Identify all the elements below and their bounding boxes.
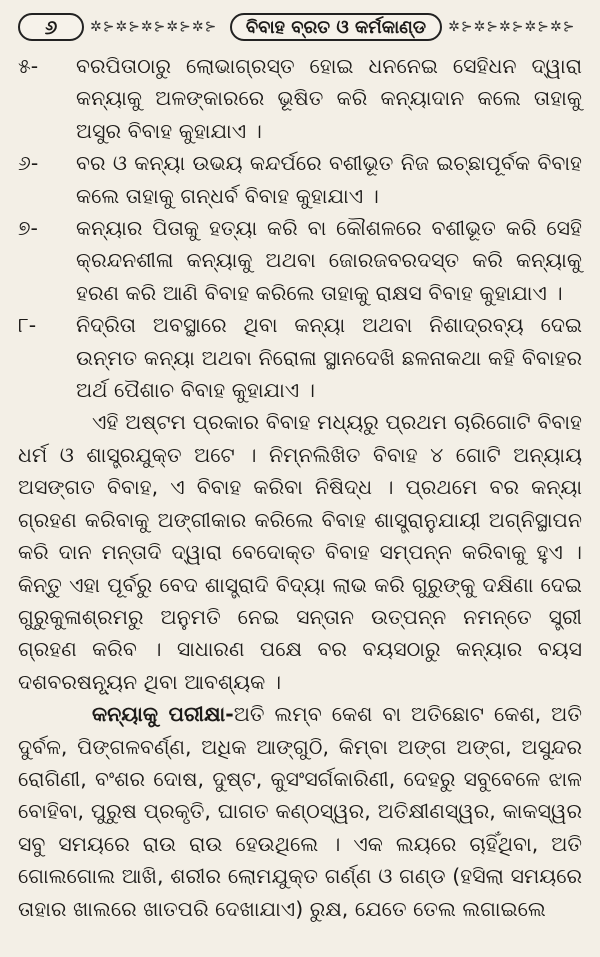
item-number: ୮- (18, 313, 37, 338)
body-paragraph: ଏହି ଅଷ୍ଟମ ପ୍ରକାର ବିବାହ ମଧ୍ୟରୁ ପ୍ରଥମ ଚାରିଗୋଟି ବିବାହ ଧର୍ମ ଓ ଶାସ୍ତ୍ରଯୁକ୍ତ ଅଟେ । ନିମ୍ନଲିଖିତ ବିବାହ ୪ ଗୋଟି ଅନ୍ୟାୟ ଅସଙ୍ଗତ ବିବାହ, ଏ ବିବାହ କରିବା ନିଷିଦ୍ଧ । ପ୍ରଥମେ ବର କନ୍ୟା ଗ୍ରହଣ କରିବାକୁ ଅଙ୍ଗୀକାର କରିଲେ ବିବାହ ଶାସ୍ତ୍ରାନୁଯାୟୀ ଅଗ୍ନିସ୍ଥାପନ କରି ଦାନ ମନ୍ତାଦି ଦ୍ୱାରା ବେଦୋକ୍ତ ବିବାହ ସମ୍ପନ୍ନ କରିବାକୁ ହୁଏ । କିନ୍ତୁ ଏହା ପୂର୍ବରୁ ବେଦ ଶାସ୍ତ୍ରାଦି ବିଦ୍ୟା ଲାଭ କରି ଗୁରୁଙ୍କୁ ଦକ୍ଷିଣା ଦେଇ ଗୁରୁକୁଳାଶ୍ରମରୁ ଅନୁମତି ନେଇ ସନ୍ତାନ ଉତ୍ପନ୍ନ ନମନ୍ତେ ସ୍ତ୍ରୀ ଗ୍ରହଣ କରିବ । ସାଧାରଣ ପକ୍ଷେ ବର ବୟସଠାରୁ କନ୍ୟାର ବୟସ ଦଶବରଷନ୍ୟୂନ ଥିବା ଆବଶ୍ୟକ । (18, 410, 582, 694)
section-text: ଅତି ଲମ୍ବ କେଶ ବା ଅତିଛୋଟ କେଶ, ଅତି ଦୁର୍ବଳ, ପିଙ୍ଗଳବର୍ଣ୍ଣ, ଅଧିକ ଆଙ୍ଗୁଠି, କିମ୍ବା ଅଙ୍ଗ ଅଙ୍ଗ, ଅସୁନ୍ଦର ରୋଗିଣୀ, ବଂଶର ଦୋଷ, ଦୁଷ୍ଟ, କୁସଂସର୍ଗକାରିଣୀ, ଦେହରୁ ସବୁବେଳେ ଝାଳ ବୋହିବା, ପୁରୁଷ ପ୍ରକୃତି, ଘାଗତ କଣ୍ଠସ୍ୱର, ଅତିକ୍ଷୀଣସ୍ୱର, କାକସ୍ୱର ସବୁ ସମୟରେ ରାଉ ରାଉ ହେଉଥିଲେ । ଏକ ଲୟରେ ଚାହିଁଥିବା, ଅତି ଗୋଲଗୋଲ ଆଖି, ଶରୀର ଲୋମଯୁକ୍ତ ଗର୍ଣ୍ଣ ଓ ଗଣ୍ଡ (ହସିଲା ସମୟରେ ତାହାର ଖାଲରେ ଖାତପରି ଦେଖାଯାଏ) ରୁକ୍ଷ, ଯେତେ ତେଲ ଲଗାଇଲେ (18, 702, 582, 921)
item-text: ବରପିତାଠାରୁ ଲୋଭାଗ୍ରସ୍ତ ହୋଇ ଧନନେଇ ସେହିଧନ ଦ୍ୱାରା କନ୍ୟାକୁ ଅଳଙ୍କାରରେ ଭୂଷିତ କରି କନ୍ୟାଦାନ କଲେ ତାହାକୁ ଅସୁର ବିବାହ କୁହାଯାଏ । (76, 54, 582, 143)
item-text: ନିଦ୍ରିତା ଅବସ୍ଥାରେ ଥିବା କନ୍ୟା ଅଥବା ନିଶାଦ୍ରବ୍ୟ ଦେଇ ଉନ୍ମତ କନ୍ୟା ଅଥବା ନିରୋଳା ସ୍ଥାନଦେଖି ଛଳନାକଥା କହି ବିବାହର ଅର୍ଥ ପୈଶାଚ ବିବାହ କୁହାଯାଏ । (76, 313, 582, 403)
list-item (18, 50, 582, 147)
item-number: ୭- (18, 216, 38, 241)
list-item (18, 212, 582, 309)
item-number: ୫- (18, 54, 39, 78)
item-text: କନ୍ୟାର ପିତାକୁ ହତ୍ୟା କରି ବା କୌଶଳରେ ବଶୀଭୂତ କରି ସେହି କ୍ରନ୍ଦନଶୀଳା କନ୍ୟାକୁ ଅଥବା ଜୋରଜବରଦସ୍ତ କରି କନ୍ୟାକୁ ହରଣ କରି ଆଣି ବିବାହ କରିଲେ ତାହାକୁ ରାକ୍ଷସ ବିବାହ କୁହାଯାଏ । (76, 216, 582, 305)
item-text: ବର ଓ କନ୍ୟା ଉଭୟ କନ୍ଦର୍ପରେ ବଶୀଭୂତ ନିଜ ଇଚ୍ଛାପୂର୍ବକ ବିବାହ କଲେ ତାହାକୁ ଗନ୍ଧର୍ବ ବିବାହ କୁହାଯାଏ । (76, 151, 582, 208)
page-header (18, 10, 582, 44)
item-number: ୬- (18, 151, 39, 176)
list-item (18, 309, 582, 406)
page-content (18, 50, 582, 925)
page-number: ୬ (18, 13, 84, 41)
header-ornament-left: ✲⊱✲⊱✲⊱✲⊱✲⊱ (90, 19, 218, 35)
page-title: ବିବାହ ବ୍ରତ ଓ କର୍ମକାଣ୍ଡ (230, 13, 442, 41)
list-item (18, 147, 582, 212)
section-heading: କନ୍ୟାକୁ ପରୀକ୍ଷା- (92, 702, 234, 727)
body-paragraph-examination (18, 698, 582, 925)
header-ornament-right: ✲⊱✲⊱✲⊱✲⊱✲⊱ (448, 19, 576, 35)
